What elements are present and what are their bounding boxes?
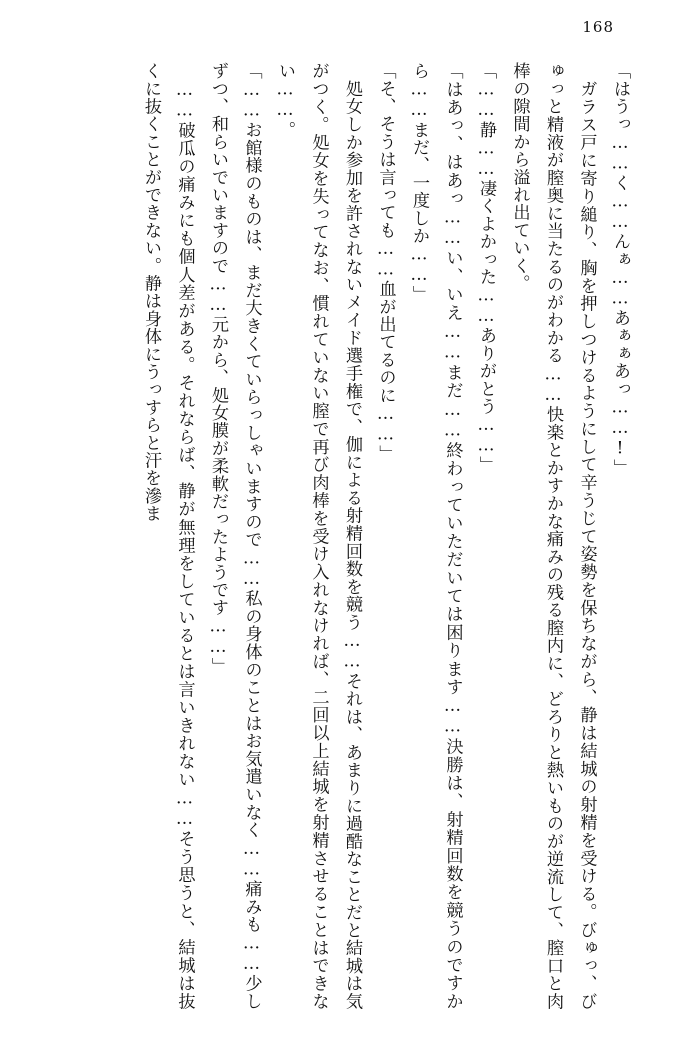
paragraph: 「はうっ……く……んぁ……あぁぁあっ……!」 [610, 62, 630, 477]
page-text-body [40, 62, 636, 1010]
paragraph: 処女しか参加を許されないメイド選手権で、伽による射精回数を競う……それは、あまりに過酷なことだと結城は気がつく。処女を失ってなお、慣れていない膣で再び肉棒を受け入れなければ、二回以上結城を射精させることはできない……。 [275, 62, 362, 1010]
paragraph: 「はあっ、はあっ……い、いえ……まだ……終わっていただいては困ります……決勝は、射精回数を競うのですから……まだ、一度しか……」 [409, 62, 463, 1010]
paragraph: 「……静……凄くよかった……ありがとう……」 [476, 62, 496, 474]
paragraph: ……破瓜の痛みにも個人差がある。それならば、静が無理をしているとは言いきれない……そう思うと、結城は抜くに抜くことができない。静は身体にうっすらと汗を滲ま [141, 62, 195, 1010]
paragraph: 「そ、そうは言っても……血が出てるのに……」 [375, 62, 396, 463]
page-number: 168 [582, 18, 614, 36]
paragraph: 「……お館様のものは、まだ大きくていらっしゃいますので……私の身体のことはお気遣いなく……痛みも……少しずつ、和らいでいますので……元から、処女膜が柔軟だったようです……」 [208, 62, 262, 1010]
paragraph: ガラス戸に寄り縋り、胸を押しつけるようにして辛うじて姿勢を保ちながら、静は結城の射精を受ける。びゅっ、びゅっと精液が膣奥に当たるのがわかる……快楽とかすかな痛みの残る膣内に、どろりと熱いものが逆流して、膣口と肉棒の隙間から溢れ出ていく。 [509, 62, 597, 1010]
